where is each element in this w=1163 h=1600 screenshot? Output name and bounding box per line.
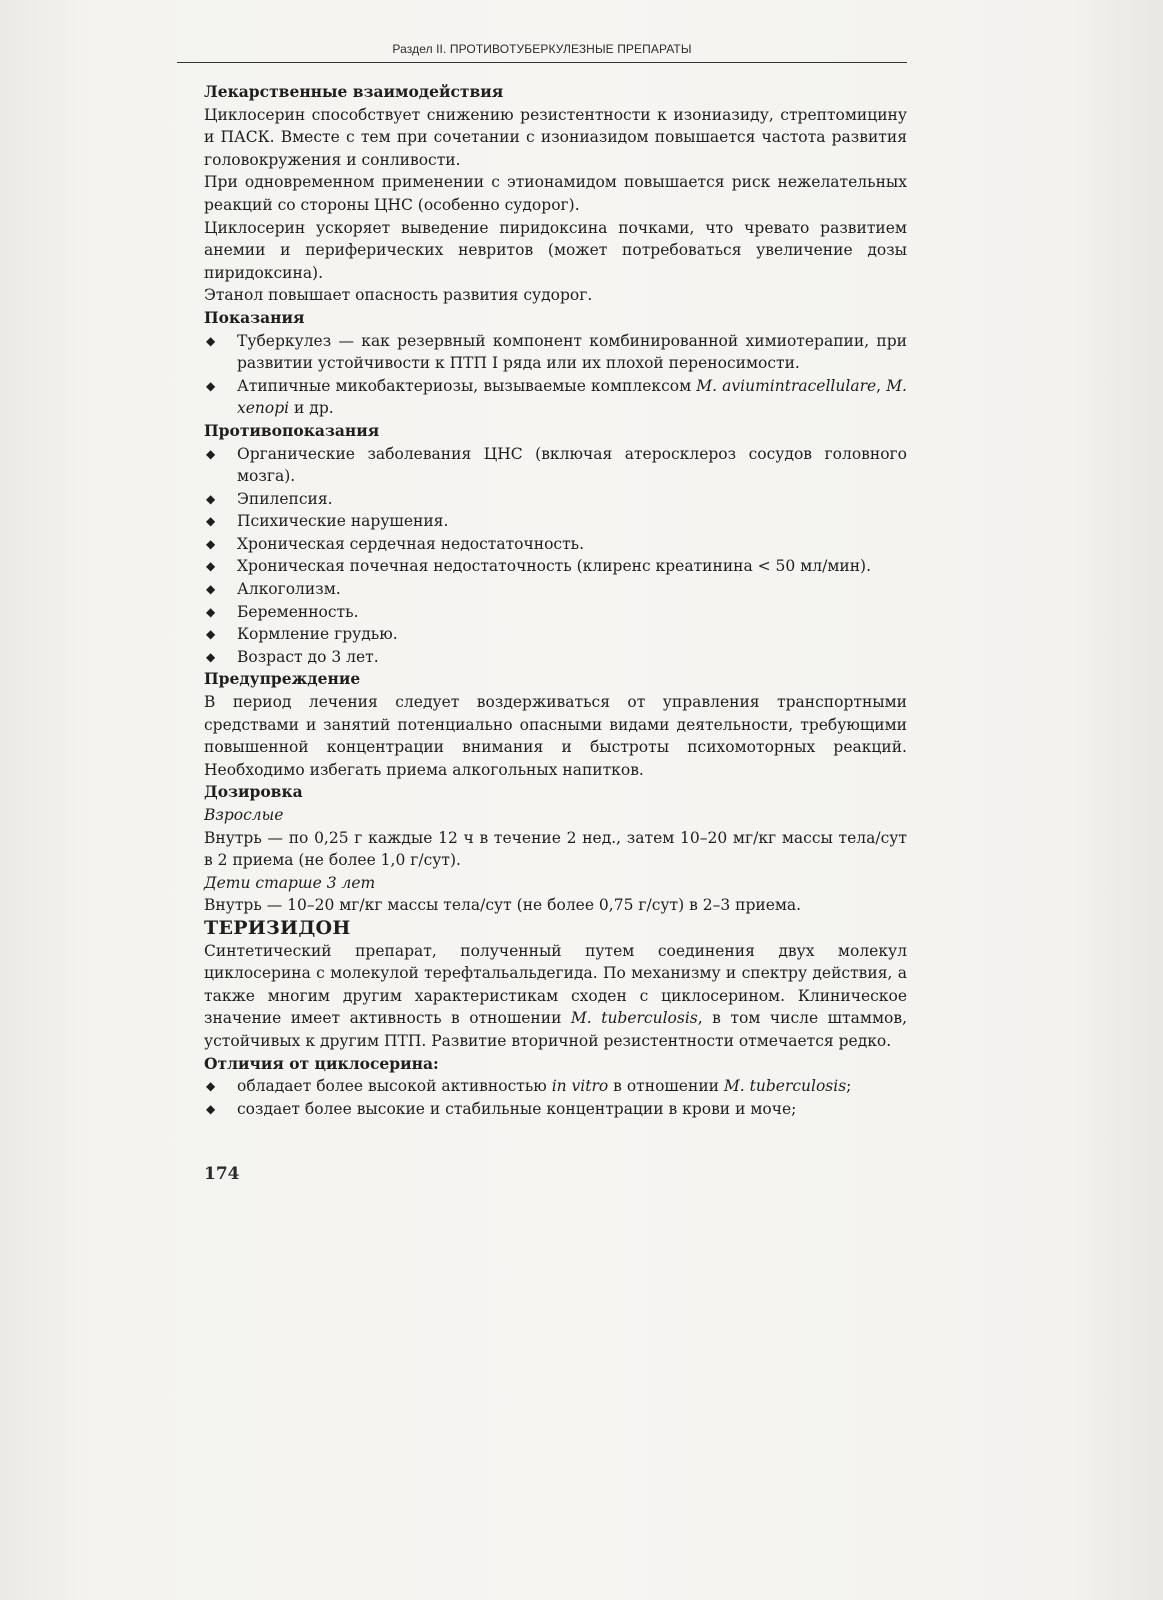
indications-list — [204, 330, 907, 420]
terizidone-description — [204, 940, 907, 1053]
dosage-adults-text: Внутрь — по 0,25 г каждые 12 ч в течение 2 нед., затем 10–20 мг/кг массы тела/сут в 2 приема (не более 1,0 г/сут). — [204, 828, 907, 870]
interactions-heading: Лекарственные взаимодействия — [204, 82, 504, 101]
description-text-post: , в том числе штаммов, устойчивых к другим ПТП. Развитие вторичной резистентности отмечается редко. — [204, 1009, 907, 1050]
contraindication-text: Хроническая сердечная недостаточность. — [237, 534, 585, 553]
difference-text-post: ; — [846, 1077, 852, 1096]
list-item — [204, 623, 907, 646]
dosage-children-label: Дети старше 3 лет — [204, 873, 376, 892]
description-text-pre: Синтетический препарат, полученный путем соединения двух молекул циклосерина с молекулой терефтальальдегида. По механизму и спектру действия, а также многим другим характеристикам сходен с циклосерином. Клиническое значение имеет активность в отношении — [204, 941, 907, 1028]
bullet-icon: ◆ — [206, 649, 216, 664]
species-name: M. tuberculosis — [723, 1077, 847, 1096]
contraindication-text: Хроническая почечная недостаточность (клиренс креатинина < 50 мл/мин). — [237, 557, 872, 576]
page-number: 174 — [204, 1164, 240, 1184]
contraindications-list — [204, 443, 907, 669]
list-item — [204, 1075, 907, 1098]
contraindications-heading: Противопоказания — [204, 420, 380, 440]
contraindication-text: Беременность. — [237, 602, 359, 621]
contraindication-text: Органические заболевания ЦНС (включая атеросклероз сосудов головного мозга). — [237, 444, 907, 486]
list-item — [204, 375, 907, 420]
list-item — [204, 443, 907, 488]
species-name: M. tuberculosis — [570, 1009, 698, 1028]
header-rule — [177, 62, 907, 63]
differences-list — [204, 1075, 907, 1120]
bullet-icon: ◆ — [206, 378, 216, 393]
list-item — [204, 488, 907, 511]
contraindication-text: Кормление грудью. — [237, 625, 398, 644]
list-item — [204, 646, 907, 669]
bullet-icon: ◆ — [206, 1101, 216, 1116]
bullet-icon: ◆ — [206, 491, 216, 506]
bullet-icon: ◆ — [206, 1079, 216, 1094]
drug-title-terizidone: ТЕРИЗИДОН — [204, 916, 351, 939]
difference-text-pre: обладает более высокой активностью — [237, 1077, 552, 1096]
indication-text: Туберкулез — как резервный компонент комбинированной химиотерапии, при развитии устойчивости к ПТП I ряда или их плохой переносимости. — [237, 331, 907, 373]
contraindication-text: Эпилепсия. — [237, 489, 333, 508]
interactions-paragraph-2: При одновременном применении с этионамидом повышается риск нежелательных реакций со стороны ЦНС (особенно судорог). — [204, 173, 907, 214]
dosage-heading: Дозировка — [204, 782, 303, 802]
dosage-children-text: Внутрь — 10–20 мг/кг массы тела/сут (не более 0,75 г/сут) в 2–3 приема. — [204, 896, 802, 915]
bullet-icon: ◆ — [206, 333, 216, 348]
species-name: M. aviumintracellulare — [696, 376, 877, 395]
list-item — [204, 510, 907, 533]
indication-text-pre: Атипичные микобактериозы, вызываемые комплексом — [237, 376, 697, 395]
warning-text: В период лечения следует воздерживаться от управления транспортными средствами и занятий потенциально опасными видами деятельности, требующими повышенной концентрации внимания и быстроты психомоторных реакций. Необходимо избегать приема алкогольных напитков. — [204, 693, 907, 779]
bullet-icon: ◆ — [206, 446, 216, 461]
list-item — [204, 533, 907, 556]
bullet-icon: ◆ — [206, 559, 216, 574]
bullet-icon: ◆ — [206, 604, 216, 619]
list-item — [204, 555, 907, 578]
list-item — [204, 601, 907, 624]
contraindication-text: Возраст до 3 лет. — [237, 647, 379, 666]
contraindication-text: Психические нарушения. — [237, 512, 449, 531]
list-item — [204, 578, 907, 601]
interactions-paragraph-1: Циклосерин способствует снижению резистентности к изониазиду, стрептомицину и ПАСК. Вместе с тем при сочетании с изониазидом повышается частота развития головокружения и сонливости. — [204, 105, 907, 169]
difference-text-mid: в отношении — [608, 1077, 724, 1096]
warning-heading: Предупреждение — [204, 669, 361, 689]
separator: , — [876, 376, 887, 395]
dosage-adults-label: Взрослые — [204, 806, 284, 824]
bullet-icon: ◆ — [206, 582, 216, 597]
page-body — [204, 81, 907, 1120]
indications-heading: Показания — [204, 307, 305, 327]
bullet-icon: ◆ — [206, 627, 216, 642]
running-head: Раздел II. ПРОТИВОТУБЕРКУЛЕЗНЫЕ ПРЕПАРАТЫ — [392, 42, 692, 56]
indication-text-post: и др. — [289, 399, 334, 418]
bullet-icon: ◆ — [206, 514, 216, 529]
list-item — [204, 330, 907, 375]
differences-heading: Отличия от циклосерина: — [204, 1053, 439, 1073]
list-item — [204, 1098, 907, 1121]
contraindication-text: Алкоголизм. — [237, 580, 341, 599]
latin-term: in vitro — [551, 1077, 609, 1096]
species-name: M. xenopi — [237, 376, 907, 418]
interactions-paragraph-4: Этанол повышает опасность развития судорог. — [204, 286, 593, 305]
interactions-paragraph-3: Циклосерин ускоряет выведение пиридоксина почками, что чревато развитием анемии и периферических невритов (может потребоваться увеличение дозы пиридоксина). — [204, 218, 907, 282]
bullet-icon: ◆ — [206, 536, 216, 551]
difference-text: создает более высокие и стабильные концентрации в крови и моче; — [237, 1099, 797, 1118]
